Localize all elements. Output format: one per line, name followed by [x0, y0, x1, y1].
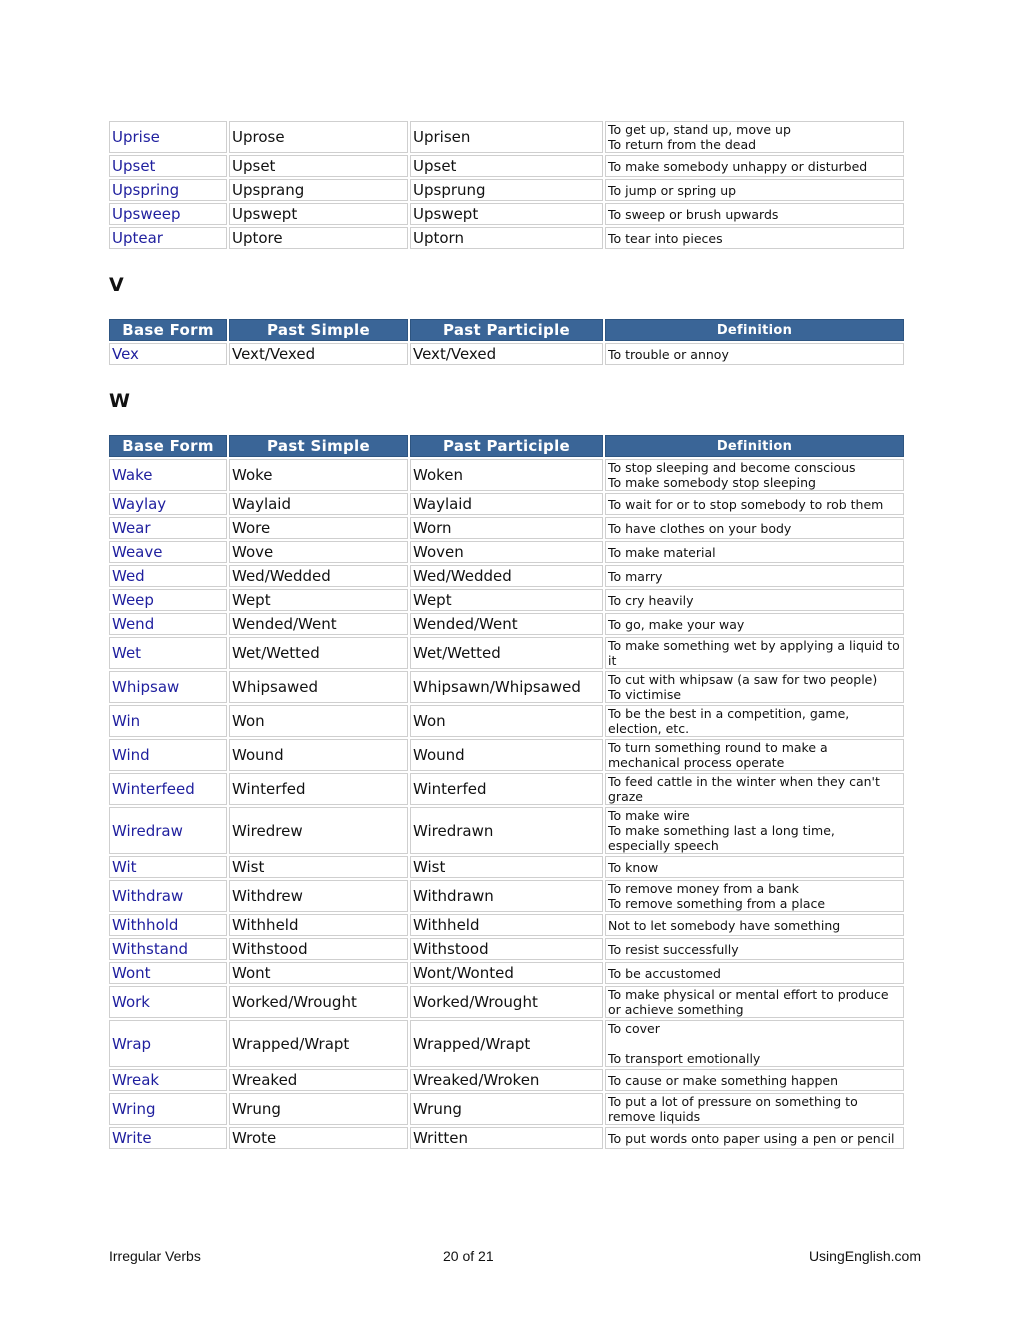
table-row — [109, 1127, 904, 1149]
definition-line: To make something wet by applying a liquid to it — [608, 638, 900, 668]
header-past-participle: Past Participle — [410, 319, 603, 341]
past-simple-cell: Wont — [229, 962, 408, 984]
past-participle-cell: Worked/Wrought — [410, 986, 603, 1018]
definition-line: To cover — [608, 1021, 660, 1036]
base-form-cell: Upspring — [109, 179, 227, 201]
verb-table — [107, 433, 906, 1151]
definition-line: To put a lot of pressure on something to remove liquids — [608, 1094, 858, 1124]
definition-cell — [605, 739, 904, 771]
table-row — [109, 773, 904, 805]
definition-line: To cut with whipsaw (a saw for two people) — [608, 672, 878, 687]
base-form-cell: Upsweep — [109, 203, 227, 225]
definition-line: To return from the dead — [608, 137, 757, 152]
definition-line: To trouble or annoy — [608, 346, 729, 362]
definition-line: To make somebody stop sleeping — [608, 475, 816, 490]
past-simple-cell: Wist — [229, 856, 408, 878]
definition-cell — [605, 493, 904, 515]
definition-line: To cry heavily — [608, 592, 694, 608]
definition-cell — [605, 1069, 904, 1091]
past-simple-cell: Wet/Wetted — [229, 637, 408, 669]
definition-cell — [605, 541, 904, 563]
definition-line: To have clothes on your body — [608, 520, 792, 536]
base-form-cell: Uprise — [109, 121, 227, 153]
table-row — [109, 637, 904, 669]
definition-cell — [605, 773, 904, 805]
past-simple-cell: Wended/Went — [229, 613, 408, 635]
past-participle-cell: Upsprung — [410, 179, 603, 201]
table-row — [109, 962, 904, 984]
definition-cell — [605, 203, 904, 225]
definition-line: To wait for or to stop somebody to rob them — [608, 496, 884, 512]
past-simple-cell: Upsprang — [229, 179, 408, 201]
base-form-cell: Withhold — [109, 914, 227, 936]
base-form-cell: Withdraw — [109, 880, 227, 912]
past-simple-cell: Wove — [229, 541, 408, 563]
definition-cell — [605, 121, 904, 153]
past-participle-cell: Whipsawn/Whipsawed — [410, 671, 603, 703]
base-form-cell: Whipsaw — [109, 671, 227, 703]
definition-cell — [605, 880, 904, 912]
table-row — [109, 807, 904, 854]
base-form-cell: Withstand — [109, 938, 227, 960]
past-participle-cell: Woven — [410, 541, 603, 563]
header-base-form: Base Form — [109, 319, 227, 341]
table-row — [109, 705, 904, 737]
definition-line: To make wire — [608, 808, 690, 823]
definition-line: To make physical or mental effort to produce or achieve something — [608, 987, 889, 1017]
definition-line: To feed cattle in the winter when they can't graze — [608, 774, 880, 804]
table-row — [109, 155, 904, 177]
table-row — [109, 856, 904, 878]
definition-line: To be accustomed — [608, 965, 721, 981]
definition-line: To make somebody unhappy or disturbed — [608, 158, 868, 174]
definition-line: To be the best in a competition, game, election, etc. — [608, 706, 850, 736]
past-participle-cell: Withstood — [410, 938, 603, 960]
past-participle-cell: Written — [410, 1127, 603, 1149]
base-form-cell: Wit — [109, 856, 227, 878]
table-row — [109, 121, 904, 153]
definition-line: To turn something round to make a mechanical process operate — [608, 740, 828, 770]
table-row — [109, 565, 904, 587]
table-row — [109, 1020, 904, 1067]
past-simple-cell: Uptore — [229, 227, 408, 249]
footer-site: UsingEnglish.com — [808, 1248, 921, 1264]
definition-cell — [605, 179, 904, 201]
past-simple-cell: Worked/Wrought — [229, 986, 408, 1018]
table-row — [109, 986, 904, 1018]
past-participle-cell: Winterfed — [410, 773, 603, 805]
past-simple-cell: Withdrew — [229, 880, 408, 912]
definition-cell — [605, 565, 904, 587]
definition-cell — [605, 589, 904, 611]
base-form-cell: Winterfeed — [109, 773, 227, 805]
table-row — [109, 343, 904, 365]
base-form-cell: Wring — [109, 1093, 227, 1125]
table-row — [109, 914, 904, 936]
definition-line: To cause or make something happen — [608, 1072, 839, 1088]
verb-table — [107, 317, 906, 367]
base-form-cell: Wiredraw — [109, 807, 227, 854]
definition-cell — [605, 517, 904, 539]
past-participle-cell: Withheld — [410, 914, 603, 936]
header-past-simple: Past Simple — [229, 319, 408, 341]
definition-line: To make something last a long time, especially speech — [608, 823, 835, 853]
definition-line: To know — [608, 859, 659, 875]
definition-cell — [605, 986, 904, 1018]
past-simple-cell: Wed/Wedded — [229, 565, 408, 587]
table-row — [109, 938, 904, 960]
base-form-cell: Vex — [109, 343, 227, 365]
definition-cell — [605, 343, 904, 365]
definition-cell — [605, 962, 904, 984]
header-past-participle: Past Participle — [410, 435, 603, 457]
definition-cell — [605, 705, 904, 737]
past-simple-cell: Vext/Vexed — [229, 343, 408, 365]
section-letter: V — [109, 274, 124, 296]
definition-line: To get up, stand up, move up — [608, 122, 791, 137]
past-simple-cell: Wiredrew — [229, 807, 408, 854]
past-simple-cell: Wept — [229, 589, 408, 611]
definition-line: To remove money from a bank — [608, 881, 799, 896]
table-row — [109, 880, 904, 912]
definition-line: To resist successfully — [608, 941, 739, 957]
table-row — [109, 179, 904, 201]
definition-line: To stop sleeping and become conscious — [608, 460, 856, 475]
past-simple-cell: Won — [229, 705, 408, 737]
table-row — [109, 671, 904, 703]
verb-table — [107, 119, 906, 251]
definition-line: To make material — [608, 544, 716, 560]
base-form-cell: Wear — [109, 517, 227, 539]
definition-line: To transport emotionally — [608, 1051, 761, 1066]
base-form-cell: Wed — [109, 565, 227, 587]
past-participle-cell: Withdrawn — [410, 880, 603, 912]
definition-line: To victimise — [608, 687, 682, 702]
base-form-cell: Work — [109, 986, 227, 1018]
past-participle-cell: Wended/Went — [410, 613, 603, 635]
past-simple-cell: Woke — [229, 459, 408, 491]
past-participle-cell: Upswept — [410, 203, 603, 225]
past-simple-cell: Upswept — [229, 203, 408, 225]
base-form-cell: Wind — [109, 739, 227, 771]
definition-cell — [605, 856, 904, 878]
definition-line: To sweep or brush upwards — [608, 206, 779, 222]
past-participle-cell: Vext/Vexed — [410, 343, 603, 365]
past-participle-cell: Woken — [410, 459, 603, 491]
past-participle-cell: Wound — [410, 739, 603, 771]
definition-cell — [605, 155, 904, 177]
section-letter: W — [109, 390, 130, 412]
past-simple-cell: Withstood — [229, 938, 408, 960]
past-simple-cell: Uprose — [229, 121, 408, 153]
base-form-cell: Weave — [109, 541, 227, 563]
base-form-cell: Wrap — [109, 1020, 227, 1067]
past-participle-cell: Uptorn — [410, 227, 603, 249]
table-row — [109, 517, 904, 539]
definition-cell — [605, 637, 904, 669]
past-simple-cell: Upset — [229, 155, 408, 177]
base-form-cell: Wont — [109, 962, 227, 984]
table-row — [109, 227, 904, 249]
definition-line: To marry — [608, 568, 663, 584]
definition-line — [608, 1036, 901, 1051]
base-form-cell: Weep — [109, 589, 227, 611]
definition-line: To remove something from a place — [608, 896, 826, 911]
table-row — [109, 589, 904, 611]
definition-cell — [605, 1093, 904, 1125]
definition-cell — [605, 671, 904, 703]
base-form-cell: Uptear — [109, 227, 227, 249]
past-simple-cell: Wrung — [229, 1093, 408, 1125]
past-participle-cell: Wiredrawn — [410, 807, 603, 854]
past-simple-cell: Wore — [229, 517, 408, 539]
past-participle-cell: Worn — [410, 517, 603, 539]
definition-cell — [605, 1020, 904, 1067]
table-row — [109, 459, 904, 491]
header-definition: Definition — [605, 319, 904, 341]
base-form-cell: Waylay — [109, 493, 227, 515]
past-participle-cell: Wrapped/Wrapt — [410, 1020, 603, 1067]
definition-cell — [605, 227, 904, 249]
definition-line: Not to let somebody have something — [608, 917, 841, 933]
definition-line: To jump or spring up — [608, 182, 737, 198]
base-form-cell: Wreak — [109, 1069, 227, 1091]
definition-line: To tear into pieces — [608, 230, 723, 246]
past-participle-cell: Wist — [410, 856, 603, 878]
past-participle-cell: Wrung — [410, 1093, 603, 1125]
base-form-cell: Win — [109, 705, 227, 737]
base-form-cell: Wet — [109, 637, 227, 669]
base-form-cell: Write — [109, 1127, 227, 1149]
past-simple-cell: Wrote — [229, 1127, 408, 1149]
past-participle-cell: Wreaked/Wroken — [410, 1069, 603, 1091]
definition-cell — [605, 459, 904, 491]
definition-cell — [605, 807, 904, 854]
past-participle-cell: Wet/Wetted — [410, 637, 603, 669]
footer-page-number: 20 of 21 — [443, 1248, 494, 1264]
past-participle-cell: Wept — [410, 589, 603, 611]
past-simple-cell: Withheld — [229, 914, 408, 936]
header-base-form: Base Form — [109, 435, 227, 457]
past-participle-cell: Won — [410, 705, 603, 737]
header-definition: Definition — [605, 435, 904, 457]
table-header-row — [109, 319, 904, 341]
past-simple-cell: Winterfed — [229, 773, 408, 805]
definition-line: To put words onto paper using a pen or pencil — [608, 1130, 895, 1146]
past-participle-cell: Uprisen — [410, 121, 603, 153]
verb-list — [109, 121, 906, 1151]
footer-title: Irregular Verbs — [109, 1248, 201, 1264]
past-simple-cell: Waylaid — [229, 493, 408, 515]
past-participle-cell: Waylaid — [410, 493, 603, 515]
past-participle-cell: Wont/Wonted — [410, 962, 603, 984]
base-form-cell: Wake — [109, 459, 227, 491]
table-row — [109, 493, 904, 515]
base-form-cell: Upset — [109, 155, 227, 177]
past-participle-cell: Upset — [410, 155, 603, 177]
past-participle-cell: Wed/Wedded — [410, 565, 603, 587]
base-form-cell: Wend — [109, 613, 227, 635]
past-simple-cell: Wreaked — [229, 1069, 408, 1091]
past-simple-cell: Wound — [229, 739, 408, 771]
past-simple-cell: Wrapped/Wrapt — [229, 1020, 408, 1067]
definition-cell — [605, 613, 904, 635]
past-simple-cell: Whipsawed — [229, 671, 408, 703]
header-past-simple: Past Simple — [229, 435, 408, 457]
definition-cell — [605, 938, 904, 960]
table-row — [109, 613, 904, 635]
table-row — [109, 1069, 904, 1091]
table-row — [109, 1093, 904, 1125]
definition-cell — [605, 1127, 904, 1149]
table-row — [109, 203, 904, 225]
definition-line: To go, make your way — [608, 616, 745, 632]
table-row — [109, 739, 904, 771]
table-row — [109, 541, 904, 563]
definition-cell — [605, 914, 904, 936]
table-header-row — [109, 435, 904, 457]
